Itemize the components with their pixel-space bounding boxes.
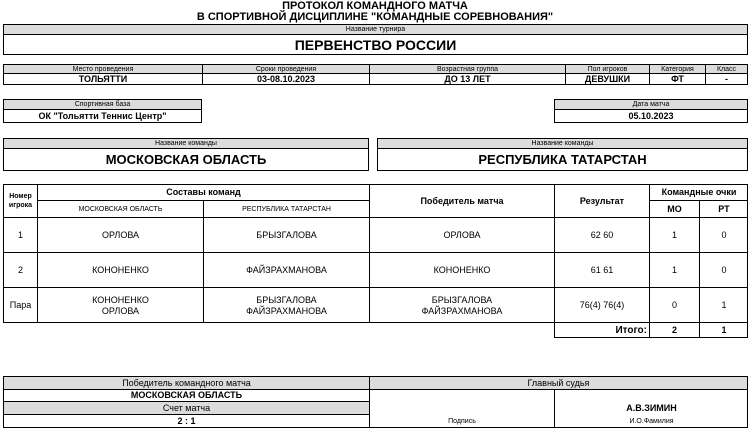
venue-value: ТОЛЬЯТТИ (78, 74, 128, 84)
class-value: - (725, 74, 728, 84)
team1-label: Название команды (4, 139, 368, 149)
team1-name: МОСКОВСКАЯ ОБЛАСТЬ (105, 152, 267, 167)
result-column-header: Результат (579, 195, 625, 206)
sports-base-box (3, 99, 202, 123)
row1-player2: БРЫЗГАЛОВА (256, 229, 317, 240)
match-score-value: 2 : 1 (177, 415, 196, 426)
row2-winner: КОНОНЕНКО (433, 264, 491, 275)
tournament-label: Название турнира (4, 25, 747, 35)
category-value: ФТ (671, 74, 684, 84)
tournament-box (3, 24, 748, 55)
row3-result: 76(4) 76(4) (579, 300, 625, 310)
points-mo-header: МО (667, 203, 682, 214)
protocol-subtitle: В СПОРТИВНОЙ ДИСЦИПЛИНЕ "КОМАНДНЫЕ СОРЕВНОВАНИЯ" (196, 11, 554, 23)
gender-label: Пол игроков (587, 65, 628, 73)
row2-number: 2 (17, 264, 23, 275)
total-rt: 1 (721, 324, 727, 335)
row1-points-rt: 0 (721, 229, 727, 240)
tournament-name: ПЕРВЕНСТВО РОССИИ (294, 37, 457, 53)
match-date-box (554, 99, 748, 123)
player-number-header: Номер игрока (8, 193, 33, 209)
match-date-value: 05.10.2023 (628, 111, 674, 121)
winner-column-header: Победитель матча (420, 195, 504, 206)
team2-column-header: РЕСПУБЛИКА ТАТАРСТАН (242, 205, 331, 213)
team2-name: РЕСПУБЛИКА ТАТАРСТАН (478, 152, 647, 167)
protocol-title: ПРОТОКОЛ КОМАНДНОГО МАТЧА (282, 0, 468, 12)
points-rt-header: РТ (718, 203, 730, 214)
row2-player2: ФАЙЗРАХМАНОВА (246, 264, 327, 275)
row2-points-mo: 1 (671, 264, 677, 275)
sports-base-value: ОК "Тольятти Теннис Центр" (38, 111, 167, 121)
row3-player1: КОНОНЕНКО ОРЛОВА (92, 294, 149, 316)
sports-base-label: Спортивная база (4, 100, 201, 110)
row1-winner: ОРЛОВА (443, 229, 481, 240)
name-format-label: И.О.Фамилия (629, 417, 674, 425)
venue-label: Место проведения (72, 65, 134, 73)
class-label: Класс (716, 65, 737, 73)
total-label: Итого: (615, 324, 647, 336)
chief-referee-name: А.В.ЗИМИН (626, 403, 677, 413)
team2-box (377, 138, 748, 171)
row1-result: 62 60 (590, 229, 614, 240)
age-label: Возрастная группа (436, 65, 499, 73)
dates-label: Сроки проведения (255, 65, 317, 73)
match-date-label: Дата матча (555, 100, 747, 110)
row2-player1: КОНОНЕНКО (92, 264, 149, 275)
row3-winner: БРЫЗГАЛОВА ФАЙЗРАХМАНОВА (421, 294, 503, 316)
row1-player1: ОРЛОВА (101, 229, 140, 240)
row3-points-rt: 1 (721, 300, 727, 310)
gender-value: ДЕВУШКИ (584, 74, 631, 84)
row3-points-mo: 0 (671, 300, 677, 310)
age-value: ДО 13 ЛЕТ (444, 74, 491, 84)
match-winner-value: МОСКОВСКАЯ ОБЛАСТЬ (130, 390, 243, 400)
category-label: Категория (661, 65, 694, 73)
chief-referee-label: Главный судья (527, 377, 590, 388)
dates-value: 03-08.10.2023 (256, 74, 316, 84)
team-points-header: Командные очки (661, 187, 737, 197)
row2-points-rt: 0 (721, 264, 727, 275)
lineups-header: Составы команд (166, 187, 241, 197)
signature-label: Подпись (448, 417, 476, 425)
team1-column-header: МОСКОВСКАЯ ОБЛАСТЬ (78, 205, 163, 213)
total-mo: 2 (671, 324, 677, 335)
row2-result: 61 61 (590, 264, 614, 275)
match-score-label: Счет матча (162, 402, 211, 413)
row1-number: 1 (17, 229, 23, 240)
row1-points-mo: 1 (671, 229, 677, 240)
team1-box (3, 138, 369, 171)
row3-player2: БРЫЗГАЛОВА ФАЙЗРАХМАНОВА (246, 294, 327, 316)
row3-number: Пара (9, 300, 32, 310)
match-winner-label: Победитель командного матча (122, 377, 251, 388)
team2-label: Название команды (378, 139, 747, 149)
